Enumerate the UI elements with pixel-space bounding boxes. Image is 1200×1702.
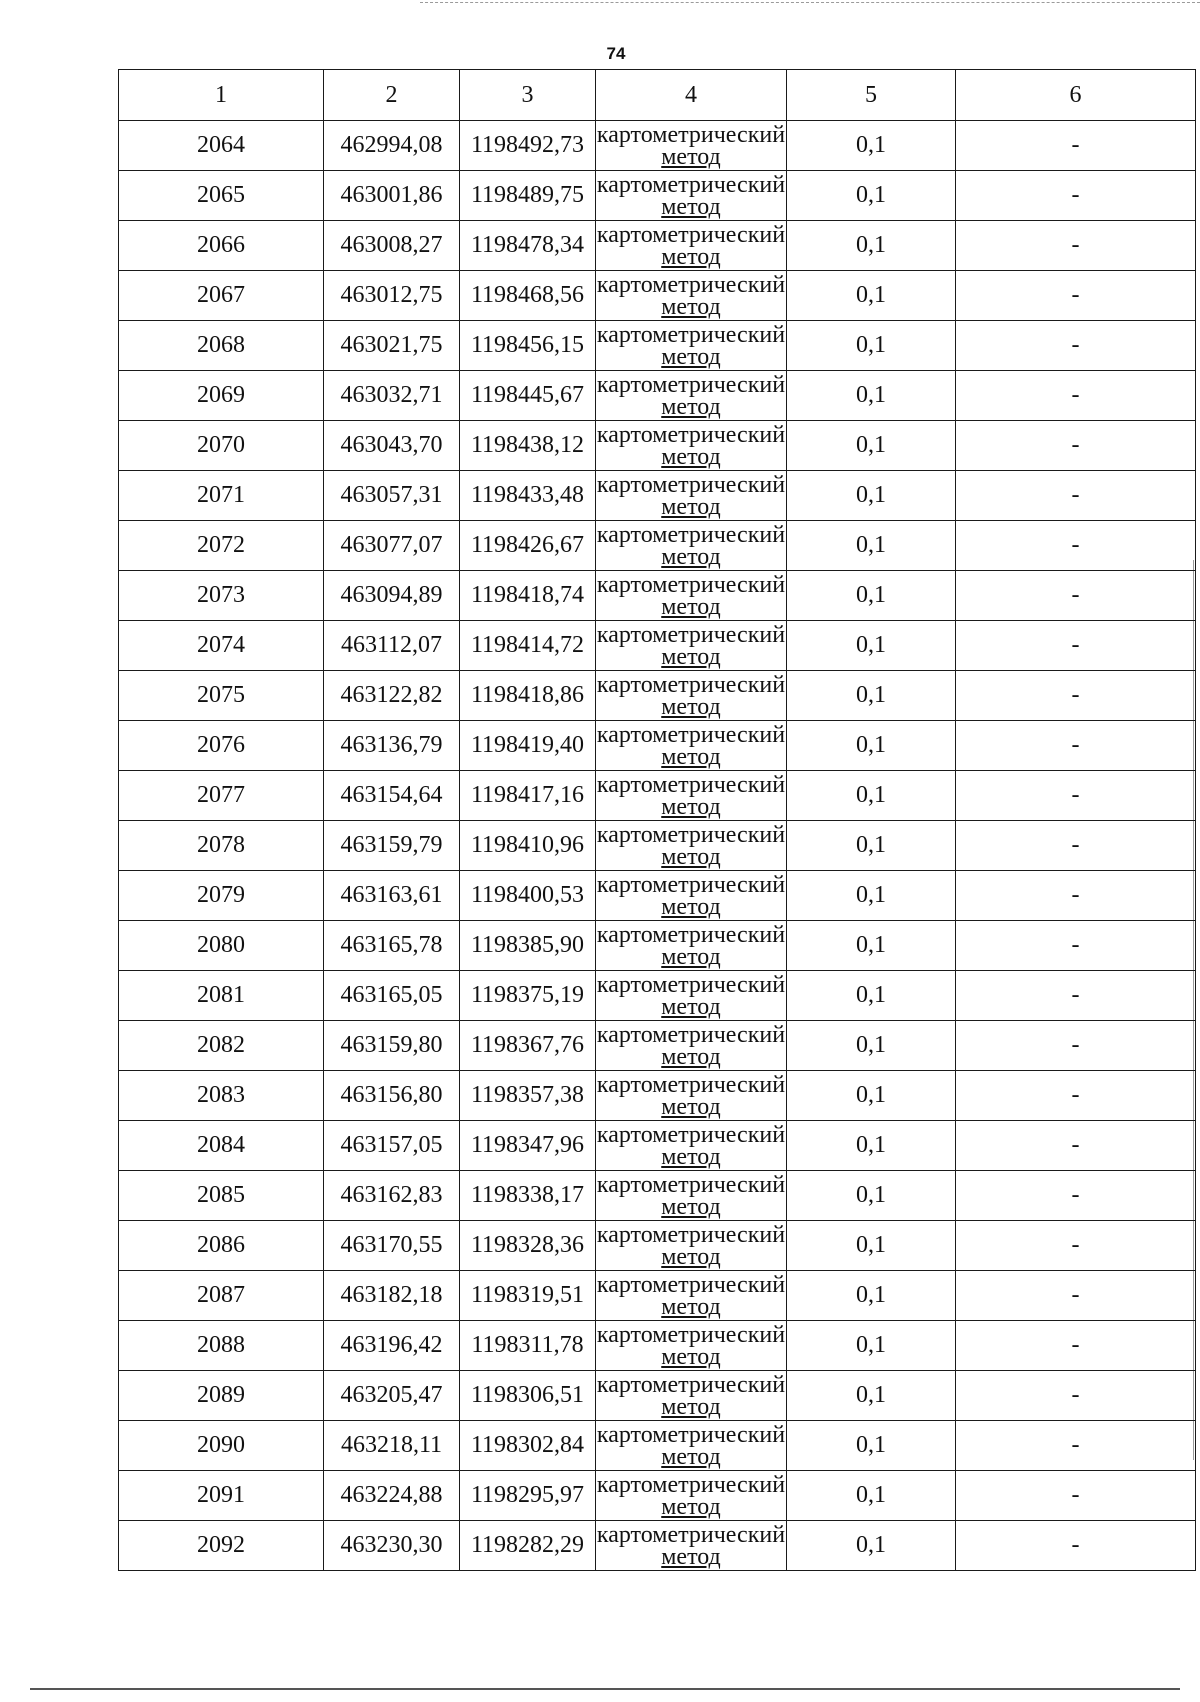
y-coordinate-cell: 1198328,36 xyxy=(460,1221,596,1271)
y-coordinate-cell: 1198478,34 xyxy=(460,221,596,271)
method-line-2: метод xyxy=(661,1543,721,1570)
x-coordinate-cell: 463021,75 xyxy=(324,321,460,371)
table-row xyxy=(119,1121,1196,1171)
note-cell: - xyxy=(956,1171,1196,1221)
method-line-2: метод xyxy=(661,143,721,170)
x-coordinate-cell: 463057,31 xyxy=(324,471,460,521)
table-row xyxy=(119,821,1196,871)
method-line-2: метод xyxy=(661,443,721,470)
method-line-1: картометрический xyxy=(596,271,786,298)
point-number-cell: 2065 xyxy=(119,171,324,221)
method-line-1: картометрический xyxy=(596,1171,786,1198)
method-line-1: картометрический xyxy=(596,1321,786,1348)
column-header-3: 3 xyxy=(460,70,596,121)
point-number-cell: 2090 xyxy=(119,1421,324,1471)
note-cell: - xyxy=(956,1471,1196,1521)
table-row xyxy=(119,521,1196,571)
table-row xyxy=(119,621,1196,671)
method-line-2: метод xyxy=(661,1143,721,1170)
method-line-2: метод xyxy=(661,493,721,520)
note-cell: - xyxy=(956,1321,1196,1371)
y-coordinate-cell: 1198419,40 xyxy=(460,721,596,771)
point-number-cell: 2076 xyxy=(119,721,324,771)
method-line-2: метод xyxy=(661,943,721,970)
accuracy-cell: 0,1 xyxy=(787,371,956,421)
y-coordinate-cell: 1198456,15 xyxy=(460,321,596,371)
method-cell xyxy=(596,821,787,871)
table-row xyxy=(119,371,1196,421)
table-row xyxy=(119,571,1196,621)
method-cell xyxy=(596,371,787,421)
method-line-1: картометрический xyxy=(596,321,786,348)
note-cell: - xyxy=(956,1021,1196,1071)
accuracy-cell: 0,1 xyxy=(787,1071,956,1121)
table-row xyxy=(119,271,1196,321)
table-row xyxy=(119,1521,1196,1571)
point-number-cell: 2073 xyxy=(119,571,324,621)
x-coordinate-cell: 463162,83 xyxy=(324,1171,460,1221)
table-row xyxy=(119,971,1196,1021)
x-coordinate-cell: 463094,89 xyxy=(324,571,460,621)
point-number-cell: 2075 xyxy=(119,671,324,721)
point-number-cell: 2080 xyxy=(119,921,324,971)
note-cell: - xyxy=(956,921,1196,971)
method-line-1: картометрический xyxy=(596,221,786,248)
note-cell: - xyxy=(956,221,1196,271)
accuracy-cell: 0,1 xyxy=(787,771,956,821)
method-line-1: картометрический xyxy=(596,171,786,198)
method-line-1: картометрический xyxy=(596,371,786,398)
method-line-1: картометрический xyxy=(596,821,786,848)
y-coordinate-cell: 1198438,12 xyxy=(460,421,596,471)
method-line-1: картометрический xyxy=(596,621,786,648)
accuracy-cell: 0,1 xyxy=(787,571,956,621)
note-cell: - xyxy=(956,271,1196,321)
table-row xyxy=(119,421,1196,471)
note-cell: - xyxy=(956,421,1196,471)
method-line-1: картометрический xyxy=(596,421,786,448)
table-row xyxy=(119,171,1196,221)
method-line-1: картометрический xyxy=(596,471,786,498)
x-coordinate-cell: 463043,70 xyxy=(324,421,460,471)
y-coordinate-cell: 1198492,73 xyxy=(460,121,596,171)
method-line-2: метод xyxy=(661,1243,721,1270)
point-number-cell: 2064 xyxy=(119,121,324,171)
point-number-cell: 2067 xyxy=(119,271,324,321)
note-cell: - xyxy=(956,121,1196,171)
method-line-2: метод xyxy=(661,1443,721,1470)
x-coordinate-cell: 463122,82 xyxy=(324,671,460,721)
method-line-2: метод xyxy=(661,793,721,820)
method-line-1: картометрический xyxy=(596,1221,786,1248)
point-number-cell: 2084 xyxy=(119,1121,324,1171)
note-cell: - xyxy=(956,1121,1196,1171)
table-row xyxy=(119,671,1196,721)
method-cell xyxy=(596,1271,787,1321)
note-cell: - xyxy=(956,1521,1196,1571)
point-number-cell: 2086 xyxy=(119,1221,324,1271)
column-header-2: 2 xyxy=(324,70,460,121)
note-cell: - xyxy=(956,1221,1196,1271)
method-line-2: метод xyxy=(661,743,721,770)
table-row xyxy=(119,1371,1196,1421)
table-row xyxy=(119,771,1196,821)
method-cell xyxy=(596,1321,787,1371)
method-line-1: картометрический xyxy=(596,121,786,148)
x-coordinate-cell: 463224,88 xyxy=(324,1471,460,1521)
accuracy-cell: 0,1 xyxy=(787,1521,956,1571)
method-cell xyxy=(596,671,787,721)
y-coordinate-cell: 1198385,90 xyxy=(460,921,596,971)
note-cell: - xyxy=(956,371,1196,421)
table-row xyxy=(119,1171,1196,1221)
method-line-2: метод xyxy=(661,293,721,320)
point-number-cell: 2078 xyxy=(119,821,324,871)
accuracy-cell: 0,1 xyxy=(787,521,956,571)
method-line-1: картометрический xyxy=(596,671,786,698)
method-cell xyxy=(596,1121,787,1171)
accuracy-cell: 0,1 xyxy=(787,1171,956,1221)
x-coordinate-cell: 463165,78 xyxy=(324,921,460,971)
method-cell xyxy=(596,1371,787,1421)
table-row xyxy=(119,721,1196,771)
x-coordinate-cell: 462994,08 xyxy=(324,121,460,171)
y-coordinate-cell: 1198311,78 xyxy=(460,1321,596,1371)
note-cell: - xyxy=(956,571,1196,621)
method-cell xyxy=(596,1421,787,1471)
note-cell: - xyxy=(956,971,1196,1021)
accuracy-cell: 0,1 xyxy=(787,221,956,271)
table-row xyxy=(119,221,1196,271)
method-line-1: картометрический xyxy=(596,871,786,898)
table-row xyxy=(119,1071,1196,1121)
method-line-2: метод xyxy=(661,1343,721,1370)
method-line-1: картометрический xyxy=(596,1021,786,1048)
table-row xyxy=(119,1021,1196,1071)
point-number-cell: 2077 xyxy=(119,771,324,821)
note-cell: - xyxy=(956,171,1196,221)
method-cell xyxy=(596,271,787,321)
method-line-1: картометрический xyxy=(596,971,786,998)
accuracy-cell: 0,1 xyxy=(787,1121,956,1171)
point-number-cell: 2066 xyxy=(119,221,324,271)
note-cell: - xyxy=(956,821,1196,871)
y-coordinate-cell: 1198418,74 xyxy=(460,571,596,621)
method-cell xyxy=(596,971,787,1021)
y-coordinate-cell: 1198319,51 xyxy=(460,1271,596,1321)
method-line-2: метод xyxy=(661,1043,721,1070)
note-cell: - xyxy=(956,871,1196,921)
y-coordinate-cell: 1198410,96 xyxy=(460,821,596,871)
note-cell: - xyxy=(956,471,1196,521)
accuracy-cell: 0,1 xyxy=(787,471,956,521)
y-coordinate-cell: 1198426,67 xyxy=(460,521,596,571)
accuracy-cell: 0,1 xyxy=(787,621,956,671)
method-cell xyxy=(596,421,787,471)
note-cell: - xyxy=(956,521,1196,571)
method-line-1: картометрический xyxy=(596,1271,786,1298)
point-number-cell: 2091 xyxy=(119,1471,324,1521)
table-row xyxy=(119,1221,1196,1271)
note-cell: - xyxy=(956,321,1196,371)
x-coordinate-cell: 463001,86 xyxy=(324,171,460,221)
y-coordinate-cell: 1198445,67 xyxy=(460,371,596,421)
note-cell: - xyxy=(956,1371,1196,1421)
y-coordinate-cell: 1198302,84 xyxy=(460,1421,596,1471)
method-cell xyxy=(596,921,787,971)
method-line-2: метод xyxy=(661,993,721,1020)
table-row xyxy=(119,1321,1196,1371)
table-row xyxy=(119,921,1196,971)
method-line-1: картометрический xyxy=(596,771,786,798)
scan-artifact-bottom xyxy=(30,1688,1180,1690)
method-line-2: метод xyxy=(661,1393,721,1420)
y-coordinate-cell: 1198367,76 xyxy=(460,1021,596,1071)
method-line-1: картометрический xyxy=(596,571,786,598)
x-coordinate-cell: 463230,30 xyxy=(324,1521,460,1571)
method-cell xyxy=(596,721,787,771)
table-body xyxy=(119,121,1196,1571)
note-cell: - xyxy=(956,621,1196,671)
method-cell xyxy=(596,571,787,621)
method-cell xyxy=(596,171,787,221)
note-cell: - xyxy=(956,721,1196,771)
note-cell: - xyxy=(956,671,1196,721)
method-line-2: метод xyxy=(661,543,721,570)
accuracy-cell: 0,1 xyxy=(787,721,956,771)
accuracy-cell: 0,1 xyxy=(787,121,956,171)
point-number-cell: 2088 xyxy=(119,1321,324,1371)
method-cell xyxy=(596,1521,787,1571)
method-line-2: метод xyxy=(661,593,721,620)
method-line-1: картометрический xyxy=(596,521,786,548)
x-coordinate-cell: 463156,80 xyxy=(324,1071,460,1121)
point-number-cell: 2085 xyxy=(119,1171,324,1221)
point-number-cell: 2072 xyxy=(119,521,324,571)
y-coordinate-cell: 1198468,56 xyxy=(460,271,596,321)
method-line-1: картометрический xyxy=(596,1471,786,1498)
y-coordinate-cell: 1198414,72 xyxy=(460,621,596,671)
x-coordinate-cell: 463196,42 xyxy=(324,1321,460,1371)
method-cell xyxy=(596,1471,787,1521)
y-coordinate-cell: 1198295,97 xyxy=(460,1471,596,1521)
point-number-cell: 2071 xyxy=(119,471,324,521)
x-coordinate-cell: 463154,64 xyxy=(324,771,460,821)
method-line-1: картометрический xyxy=(596,1521,786,1548)
accuracy-cell: 0,1 xyxy=(787,1271,956,1321)
point-number-cell: 2068 xyxy=(119,321,324,371)
accuracy-cell: 0,1 xyxy=(787,171,956,221)
column-header-6: 6 xyxy=(956,70,1196,121)
method-cell xyxy=(596,321,787,371)
x-coordinate-cell: 463163,61 xyxy=(324,871,460,921)
method-line-2: метод xyxy=(661,1093,721,1120)
accuracy-cell: 0,1 xyxy=(787,921,956,971)
method-cell xyxy=(596,1021,787,1071)
method-line-1: картометрический xyxy=(596,721,786,748)
x-coordinate-cell: 463182,18 xyxy=(324,1271,460,1321)
method-cell xyxy=(596,771,787,821)
table-header-row xyxy=(119,70,1196,121)
y-coordinate-cell: 1198306,51 xyxy=(460,1371,596,1421)
accuracy-cell: 0,1 xyxy=(787,1321,956,1371)
note-cell: - xyxy=(956,771,1196,821)
accuracy-cell: 0,1 xyxy=(787,321,956,371)
x-coordinate-cell: 463218,11 xyxy=(324,1421,460,1471)
table-row xyxy=(119,121,1196,171)
method-cell xyxy=(596,121,787,171)
method-cell xyxy=(596,621,787,671)
table-row xyxy=(119,471,1196,521)
table-row xyxy=(119,871,1196,921)
note-cell: - xyxy=(956,1071,1196,1121)
x-coordinate-cell: 463012,75 xyxy=(324,271,460,321)
x-coordinate-cell: 463165,05 xyxy=(324,971,460,1021)
method-line-1: картометрический xyxy=(596,921,786,948)
accuracy-cell: 0,1 xyxy=(787,1371,956,1421)
table-row xyxy=(119,1421,1196,1471)
accuracy-cell: 0,1 xyxy=(787,421,956,471)
y-coordinate-cell: 1198347,96 xyxy=(460,1121,596,1171)
y-coordinate-cell: 1198489,75 xyxy=(460,171,596,221)
method-line-2: метод xyxy=(661,1293,721,1320)
accuracy-cell: 0,1 xyxy=(787,1221,956,1271)
column-header-5: 5 xyxy=(787,70,956,121)
method-line-2: метод xyxy=(661,1493,721,1520)
y-coordinate-cell: 1198417,16 xyxy=(460,771,596,821)
x-coordinate-cell: 463159,80 xyxy=(324,1021,460,1071)
method-line-2: метод xyxy=(661,243,721,270)
accuracy-cell: 0,1 xyxy=(787,1471,956,1521)
accuracy-cell: 0,1 xyxy=(787,971,956,1021)
method-line-2: метод xyxy=(661,693,721,720)
x-coordinate-cell: 463159,79 xyxy=(324,821,460,871)
x-coordinate-cell: 463157,05 xyxy=(324,1121,460,1171)
x-coordinate-cell: 463136,79 xyxy=(324,721,460,771)
method-line-2: метод xyxy=(661,1193,721,1220)
table-row xyxy=(119,321,1196,371)
point-number-cell: 2069 xyxy=(119,371,324,421)
scan-artifact-top xyxy=(420,2,1200,3)
accuracy-cell: 0,1 xyxy=(787,871,956,921)
x-coordinate-cell: 463008,27 xyxy=(324,221,460,271)
y-coordinate-cell: 1198338,17 xyxy=(460,1171,596,1221)
page-number: 74 xyxy=(606,44,626,63)
point-number-cell: 2081 xyxy=(119,971,324,1021)
coordinates-table xyxy=(118,69,1196,1571)
point-number-cell: 2087 xyxy=(119,1271,324,1321)
method-cell xyxy=(596,221,787,271)
point-number-cell: 2082 xyxy=(119,1021,324,1071)
method-line-2: метод xyxy=(661,193,721,220)
method-cell xyxy=(596,521,787,571)
note-cell: - xyxy=(956,1421,1196,1471)
y-coordinate-cell: 1198282,29 xyxy=(460,1521,596,1571)
x-coordinate-cell: 463170,55 xyxy=(324,1221,460,1271)
method-cell xyxy=(596,871,787,921)
x-coordinate-cell: 463077,07 xyxy=(324,521,460,571)
point-number-cell: 2089 xyxy=(119,1371,324,1421)
accuracy-cell: 0,1 xyxy=(787,821,956,871)
method-cell xyxy=(596,1171,787,1221)
y-coordinate-cell: 1198357,38 xyxy=(460,1071,596,1121)
method-line-1: картометрический xyxy=(596,1121,786,1148)
accuracy-cell: 0,1 xyxy=(787,271,956,321)
column-header-1: 1 xyxy=(119,70,324,121)
y-coordinate-cell: 1198375,19 xyxy=(460,971,596,1021)
method-line-2: метод xyxy=(661,643,721,670)
method-cell xyxy=(596,1221,787,1271)
method-line-1: картометрический xyxy=(596,1371,786,1398)
method-line-2: метод xyxy=(661,843,721,870)
note-cell: - xyxy=(956,1271,1196,1321)
method-line-1: картометрический xyxy=(596,1421,786,1448)
method-line-2: метод xyxy=(661,393,721,420)
point-number-cell: 2079 xyxy=(119,871,324,921)
accuracy-cell: 0,1 xyxy=(787,1421,956,1471)
point-number-cell: 2074 xyxy=(119,621,324,671)
point-number-cell: 2092 xyxy=(119,1521,324,1571)
method-line-1: картометрический xyxy=(596,1071,786,1098)
method-line-2: метод xyxy=(661,343,721,370)
y-coordinate-cell: 1198400,53 xyxy=(460,871,596,921)
x-coordinate-cell: 463032,71 xyxy=(324,371,460,421)
method-cell xyxy=(596,471,787,521)
method-cell xyxy=(596,1071,787,1121)
table-row xyxy=(119,1471,1196,1521)
accuracy-cell: 0,1 xyxy=(787,1021,956,1071)
table-row xyxy=(119,1271,1196,1321)
column-header-4: 4 xyxy=(596,70,787,121)
accuracy-cell: 0,1 xyxy=(787,671,956,721)
x-coordinate-cell: 463112,07 xyxy=(324,621,460,671)
y-coordinate-cell: 1198433,48 xyxy=(460,471,596,521)
point-number-cell: 2070 xyxy=(119,421,324,471)
y-coordinate-cell: 1198418,86 xyxy=(460,671,596,721)
method-line-2: метод xyxy=(661,893,721,920)
x-coordinate-cell: 463205,47 xyxy=(324,1371,460,1421)
point-number-cell: 2083 xyxy=(119,1071,324,1121)
